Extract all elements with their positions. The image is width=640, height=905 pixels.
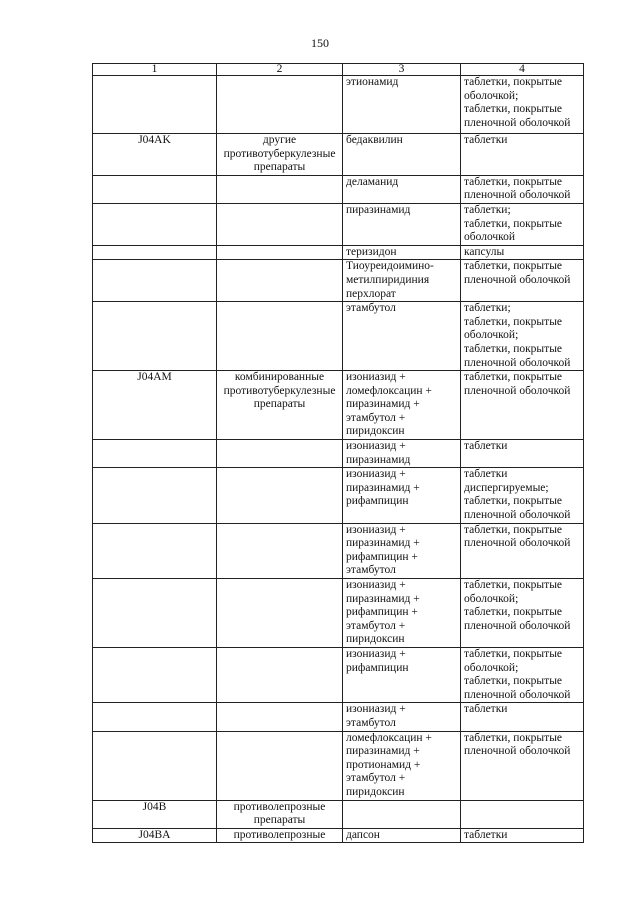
group-name-cell xyxy=(217,134,343,176)
cell-line: таблетки; xyxy=(464,302,511,315)
cell-line: этамбутол + xyxy=(346,772,406,785)
dosage-form-cell xyxy=(461,523,584,578)
group-name-cell xyxy=(217,302,343,371)
cell-line: таблетки, покрытые xyxy=(464,103,563,116)
cell-line: пиразинамид + xyxy=(346,745,420,758)
cell-line: капсулы xyxy=(464,245,505,258)
group-name-cell xyxy=(217,76,343,134)
substance-cell xyxy=(343,800,461,828)
cell-line: препараты xyxy=(253,161,306,174)
cell-line: изониазид + xyxy=(346,703,406,716)
table-row xyxy=(93,523,584,578)
cell-line: пленочной оболочкой xyxy=(464,273,571,286)
atc-code-cell xyxy=(93,260,217,302)
cell-line: пиразинамид xyxy=(346,203,411,216)
cell-line: таблетки, покрытые xyxy=(464,647,563,660)
substance-cell xyxy=(343,523,461,578)
cell-line: деламанид xyxy=(346,175,399,188)
cell-line: изониазид + xyxy=(346,579,406,591)
atc-code-cell xyxy=(93,440,217,468)
cell-line: этамбутол xyxy=(346,716,396,729)
cell-line: бедаквилин xyxy=(346,134,403,146)
table-row xyxy=(93,302,584,371)
header-cell: 2 xyxy=(217,64,343,76)
dosage-form-cell xyxy=(461,828,584,843)
cell-line: пиразинамид + xyxy=(346,481,420,494)
cell-line: пиридоксин xyxy=(346,425,405,438)
atc-code-cell: J04BA xyxy=(93,828,217,843)
atc-code-cell xyxy=(93,468,217,523)
table-row xyxy=(93,579,584,648)
table-row xyxy=(93,800,584,828)
cell-line: пиразинамид + xyxy=(346,537,420,550)
cell-line: пиразинамид xyxy=(346,453,411,466)
cell-line: дапсон xyxy=(346,828,380,841)
table-row xyxy=(93,260,584,302)
cell-line: пленочной оболочкой xyxy=(464,116,571,129)
header-cell: 4 xyxy=(461,64,584,76)
cell-line: ломефлоксацин + xyxy=(346,384,432,397)
atc-code-cell xyxy=(93,203,217,245)
cell-line: противотуберкулезные xyxy=(223,384,336,397)
cell-line: этамбутол + xyxy=(346,411,406,424)
cell-line: комбинированные xyxy=(234,371,325,384)
table-row xyxy=(93,175,584,203)
atc-code-cell xyxy=(93,245,217,260)
dosage-form-cell xyxy=(461,203,584,245)
cell-line: изониазид + xyxy=(346,440,406,453)
cell-line: противотуберкулезные xyxy=(223,147,336,160)
table-row xyxy=(93,371,584,440)
cell-line: таблетки xyxy=(464,134,508,146)
cell-line: оболочкой; xyxy=(464,329,519,342)
dosage-form-cell xyxy=(461,175,584,203)
cell-line: изониазид + xyxy=(346,468,406,481)
cell-line: таблетки xyxy=(464,468,508,481)
header-cell: 1 xyxy=(93,64,217,76)
cell-line: пленочной оболочкой xyxy=(464,537,571,550)
group-name-cell xyxy=(217,468,343,523)
cell-line: пиридоксин xyxy=(346,785,405,798)
table-header-row xyxy=(93,64,584,76)
group-name-cell xyxy=(217,703,343,731)
cell-line: этамбутол xyxy=(346,564,396,577)
header-cell: 3 xyxy=(343,64,461,76)
dosage-form-cell xyxy=(461,134,584,176)
cell-line: таблетки, покрытые xyxy=(464,260,563,273)
drug-classification-table xyxy=(92,63,584,843)
cell-line: изониазид + xyxy=(346,371,406,384)
cell-line: пиразинамид + xyxy=(346,398,420,411)
table-row xyxy=(93,703,584,731)
cell-line: таблетки, покрытые xyxy=(464,675,563,688)
cell-line: протионамид + xyxy=(346,758,421,771)
cell-line: рифампицин + xyxy=(346,606,418,619)
cell-line: изониазид + xyxy=(346,647,406,660)
substance-cell xyxy=(343,245,461,260)
cell-line: таблетки, покрытые xyxy=(464,217,563,230)
cell-line: таблетки, покрытые xyxy=(464,342,563,355)
substance-cell xyxy=(343,175,461,203)
cell-line: этамбутол + xyxy=(346,619,406,632)
dosage-form-cell xyxy=(461,440,584,468)
cell-line: пленочной оболочкой xyxy=(464,384,571,397)
atc-code-cell: J04AK xyxy=(93,134,217,176)
cell-line: таблетки, покрытые xyxy=(464,315,563,328)
cell-line: таблетки, покрытые xyxy=(464,606,563,619)
cell-line: таблетки, покрытые xyxy=(464,76,563,88)
group-name-cell xyxy=(217,260,343,302)
cell-line: пленочной оболочкой xyxy=(464,619,571,632)
table-row xyxy=(93,440,584,468)
group-name-cell xyxy=(217,175,343,203)
cell-line: таблетки, покрытые xyxy=(464,731,563,744)
cell-line: пиридоксин xyxy=(346,633,405,646)
cell-line: Тиоуреидоимино- xyxy=(346,260,434,273)
cell-line: препараты xyxy=(253,814,306,827)
atc-code-cell xyxy=(93,579,217,648)
table-row xyxy=(93,731,584,800)
group-name-cell xyxy=(217,203,343,245)
cell-line: пленочной оболочкой xyxy=(464,356,571,369)
group-name-cell xyxy=(217,440,343,468)
cell-line: противолепрозные xyxy=(233,828,326,841)
cell-line: рифампицин + xyxy=(346,550,418,563)
cell-line: этамбутол xyxy=(346,302,396,315)
table-row xyxy=(93,134,584,176)
table-row xyxy=(93,468,584,523)
cell-line: изониазид + xyxy=(346,523,406,536)
table-row xyxy=(93,76,584,134)
dosage-form-cell xyxy=(461,731,584,800)
dosage-form-cell xyxy=(461,703,584,731)
dosage-form-cell xyxy=(461,245,584,260)
atc-code-cell: J04AM xyxy=(93,371,217,440)
page-number: 150 xyxy=(311,36,329,50)
atc-code-cell xyxy=(93,647,217,702)
substance-cell xyxy=(343,468,461,523)
atc-code-cell xyxy=(93,76,217,134)
cell-line: теризидон xyxy=(346,245,397,258)
cell-line: таблетки, покрытые xyxy=(464,523,563,536)
cell-line: таблетки, покрытые xyxy=(464,371,563,384)
group-name-cell xyxy=(217,731,343,800)
cell-line: рифампицин xyxy=(346,495,409,508)
dosage-form-cell xyxy=(461,76,584,134)
substance-cell xyxy=(343,76,461,134)
dosage-form-cell xyxy=(461,647,584,702)
cell-line: рифампицин xyxy=(346,661,409,674)
substance-cell xyxy=(343,440,461,468)
substance-cell xyxy=(343,302,461,371)
atc-code-cell xyxy=(93,523,217,578)
cell-line: пиразинамид + xyxy=(346,592,420,605)
atc-code-cell xyxy=(93,731,217,800)
dosage-form-cell xyxy=(461,260,584,302)
cell-line: метилпиридиния xyxy=(346,273,430,286)
group-name-cell xyxy=(217,800,343,828)
substance-cell xyxy=(343,828,461,843)
dosage-form-cell xyxy=(461,302,584,371)
cell-line: перхлорат xyxy=(346,287,396,300)
substance-cell xyxy=(343,260,461,302)
cell-line: таблетки; xyxy=(464,203,511,216)
substance-cell xyxy=(343,203,461,245)
group-name-cell xyxy=(217,371,343,440)
cell-line: таблетки xyxy=(464,703,508,716)
cell-line: противолепрозные xyxy=(233,800,326,813)
substance-cell xyxy=(343,579,461,648)
cell-line: другие xyxy=(262,134,297,146)
substance-cell xyxy=(343,134,461,176)
cell-line: таблетки xyxy=(464,440,508,453)
table-row xyxy=(93,245,584,260)
cell-line: пленочной оболочкой xyxy=(464,189,571,202)
substance-cell xyxy=(343,371,461,440)
cell-line: таблетки, покрытые xyxy=(464,175,563,188)
cell-line: пленочной оболочкой xyxy=(464,688,571,701)
cell-line: пленочной оболочкой xyxy=(464,745,571,758)
cell-line: ломефлоксацин + xyxy=(346,731,432,744)
atc-code-cell xyxy=(93,703,217,731)
group-name-cell xyxy=(217,828,343,843)
cell-line: оболочкой xyxy=(464,231,516,244)
cell-line: этионамид xyxy=(346,76,399,88)
atc-code-cell: J04B xyxy=(93,800,217,828)
dosage-form-cell xyxy=(461,468,584,523)
dosage-form-cell xyxy=(461,371,584,440)
substance-cell xyxy=(343,703,461,731)
cell-line: оболочкой; xyxy=(464,661,519,674)
cell-line: таблетки, покрытые xyxy=(464,495,563,508)
dosage-form-cell xyxy=(461,800,584,828)
group-name-cell xyxy=(217,579,343,648)
cell-line: пленочной оболочкой xyxy=(464,509,571,522)
atc-code-cell xyxy=(93,175,217,203)
group-name-cell xyxy=(217,647,343,702)
table-row xyxy=(93,647,584,702)
atc-code-cell xyxy=(93,302,217,371)
table-row xyxy=(93,828,584,843)
group-name-cell xyxy=(217,245,343,260)
table-row xyxy=(93,203,584,245)
cell-line: оболочкой; xyxy=(464,89,519,102)
cell-line: таблетки, покрытые xyxy=(464,579,563,591)
cell-line: диспергируемые; xyxy=(464,481,549,494)
cell-line: оболочкой; xyxy=(464,592,519,605)
cell-line: таблетки xyxy=(464,828,508,841)
group-name-cell xyxy=(217,523,343,578)
cell-line: препараты xyxy=(253,398,306,411)
substance-cell xyxy=(343,731,461,800)
dosage-form-cell xyxy=(461,579,584,648)
substance-cell xyxy=(343,647,461,702)
